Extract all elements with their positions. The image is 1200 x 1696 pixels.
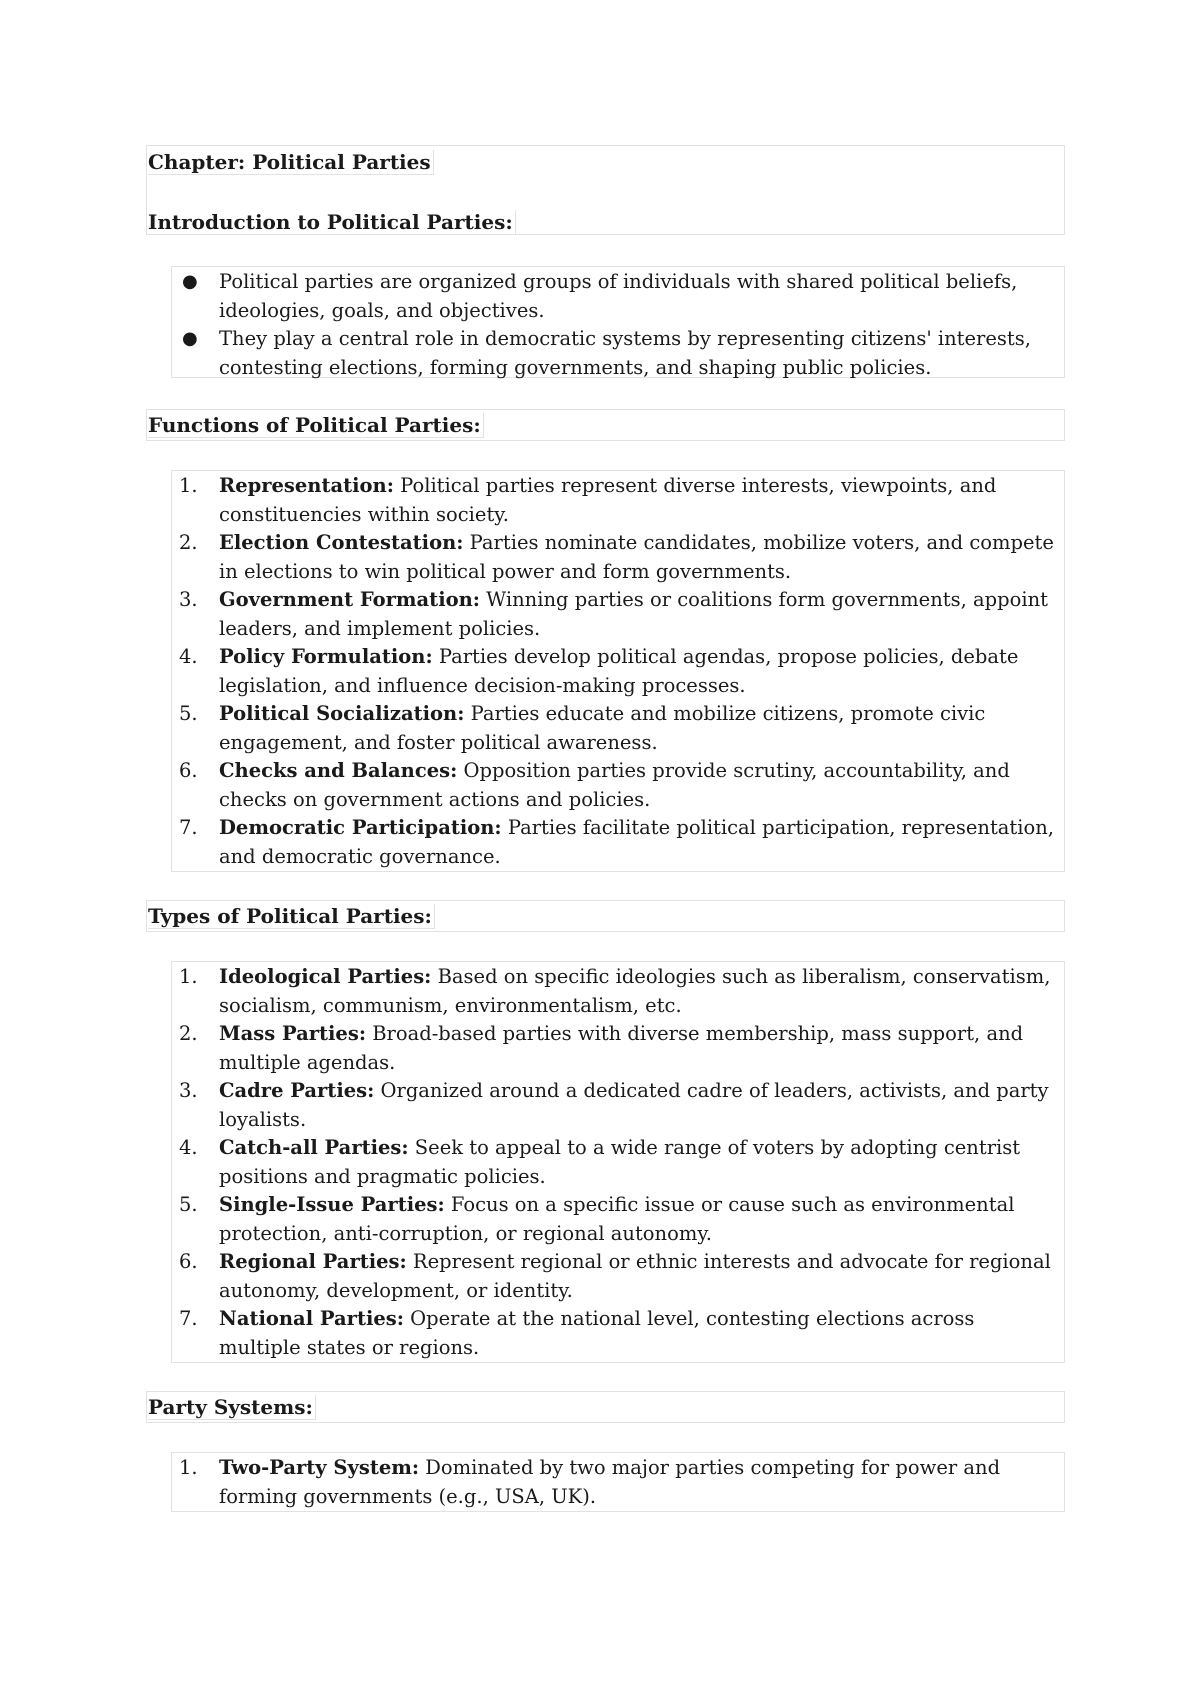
list-item: 5. Single-Issue Parties: Focus on a specific issue or cause such as environmental protection, anti-corruption, or regional autonomy. (179, 1193, 1015, 1245)
list-item: 5. Political Socialization: Parties educate and mobilize citizens, promote civic engagement, and foster political awareness. (179, 702, 986, 754)
list-item: ● They play a central role in democratic systems by representing citizens' interests, contesting elections, forming governments, and shaping public policies. (182, 327, 1031, 379)
list-item: 7. Democratic Participation: Parties facilitate political participation, representation, and democratic governance. (179, 816, 1054, 868)
list-item: 3. Cadre Parties: Organized around a dedicated cadre of leaders, activists, and party loyalists. (179, 1079, 1049, 1131)
list-item: 2. Election Contestation: Parties nominate candidates, mobilize voters, and compete in elections to win political power and form governments. (179, 531, 1054, 583)
list-item: 1. Two-Party System: Dominated by two major parties competing for power and forming governments (e.g., USA, UK). (179, 1456, 1001, 1508)
list-item: 1. Representation: Political parties represent diverse interests, viewpoints, and constituencies within society. (179, 474, 997, 526)
types-list (171, 963, 1061, 1362)
list-item: 4. Policy Formulation: Parties develop political agendas, propose policies, debate legislation, and influence decision-making processes. (179, 645, 1019, 697)
list-item: ● Political parties are organized groups of individuals with shared political beliefs, ideologies, goals, and objectives. (182, 270, 1018, 322)
types-heading: Types of Political Parties: (148, 902, 435, 930)
list-item: 3. Government Formation: Winning parties or coalitions form governments, appoint leaders, and implement policies. (179, 588, 1048, 640)
list-item: 6. Checks and Balances: Opposition parties provide scrutiny, accountability, and checks on government actions and policies. (179, 759, 1010, 811)
party-systems-list (171, 1454, 1061, 1511)
intro-bullet-list (171, 268, 1061, 382)
bullet-icon: ● (182, 271, 198, 292)
list-item: 1. Ideological Parties: Based on specific ideologies such as liberalism, conservatism, socialism, communism, environmentalism, etc. (179, 965, 1051, 1017)
party-systems-heading: Party Systems: (148, 1393, 316, 1421)
list-item: 7. National Parties: Operate at the national level, contesting elections across multiple states or regions. (179, 1307, 975, 1359)
chapter-title: Chapter: Political Parties (148, 148, 434, 176)
list-item: 4. Catch-all Parties: Seek to appeal to a wide range of voters by adopting centrist positions and pragmatic policies. (179, 1136, 1021, 1188)
bullet-icon: ● (182, 328, 198, 349)
list-item: 2. Mass Parties: Broad-based parties with diverse membership, mass support, and multiple agendas. (179, 1022, 1024, 1074)
functions-list (171, 472, 1061, 871)
list-item: 6. Regional Parties: Represent regional or ethnic interests and advocate for regional autonomy, development, or identity. (179, 1250, 1051, 1302)
functions-heading: Functions of Political Parties: (148, 411, 484, 439)
intro-heading: Introduction to Political Parties: (148, 208, 516, 236)
